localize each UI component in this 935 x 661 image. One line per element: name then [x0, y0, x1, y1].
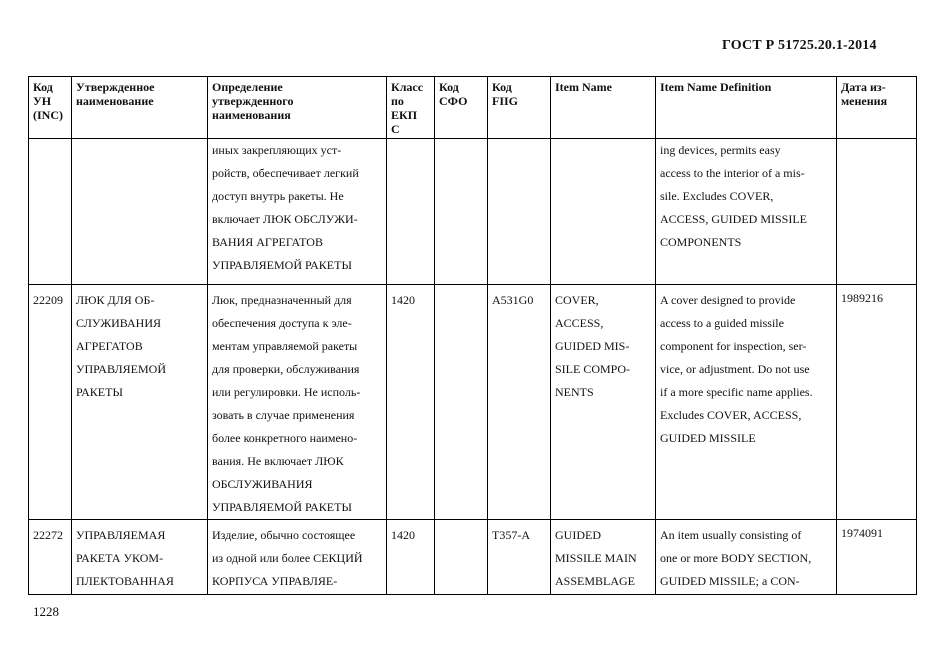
- column-header-line: Утвержденное: [76, 80, 155, 94]
- column-header-line: УН: [33, 94, 52, 108]
- inc-cell: [29, 285, 72, 520]
- class-cell: [387, 139, 435, 285]
- item-name-cell: [551, 520, 656, 595]
- standard-code: ГОСТ Р 51725.20.1-2014: [722, 38, 877, 53]
- cell-text-line: A cover designed to provide: [660, 293, 796, 307]
- approved-name-cell: [72, 139, 208, 285]
- page-number: 1228: [33, 604, 59, 619]
- cell-text-line: SILE COMPO-: [555, 362, 631, 376]
- cell-text-line: GUIDED: [555, 528, 601, 542]
- cell-text-line: Excludes COVER, ACCESS,: [660, 408, 802, 422]
- item-definition-cell: [656, 520, 837, 595]
- table-row: [29, 139, 917, 285]
- column-header-line: утвержденного: [212, 94, 294, 108]
- column-header-definition: [208, 77, 387, 139]
- cell-text-line: ing devices, permits easy: [660, 143, 781, 157]
- column-header-class: [387, 77, 435, 139]
- cell-text-line: УПРАВЛЯЕМОЙ РАКЕТЫ: [212, 500, 352, 514]
- cell-text-line: УПРАВЛЯЕМОЙ РАКЕТЫ: [212, 258, 352, 272]
- column-header-line: наименование: [76, 94, 154, 108]
- cell-text-line: sile. Excludes COVER,: [660, 189, 774, 203]
- column-header-item-definition: [656, 77, 837, 139]
- cell-text-line: ВАНИЯ АГРЕГАТОВ: [212, 235, 323, 249]
- cell-text-line: СЛУЖИВАНИЯ: [76, 316, 162, 330]
- cell-text: T357-A: [492, 528, 530, 542]
- cell-text-line: ACCESS,: [555, 316, 604, 330]
- cell-text-line: MISSILE MAIN: [555, 551, 637, 565]
- column-header-fiig: [488, 77, 551, 139]
- cell-text-line: зовать в случае применения: [212, 408, 355, 422]
- sfo-cell: [435, 139, 488, 285]
- cell-text-line: включает ЛЮК ОБСЛУЖИ-: [212, 212, 358, 226]
- cell-text: 1420: [391, 293, 415, 307]
- cell-text-line: COVER,: [555, 293, 599, 307]
- cell-text-line: РАКЕТА УКОМ-: [76, 551, 164, 565]
- cell-text-line: КОРПУСА УПРАВЛЯЕ-: [212, 574, 338, 588]
- cell-text: 1974091: [841, 526, 883, 540]
- column-header-line: по: [391, 94, 404, 108]
- column-header-line: Класс: [391, 80, 424, 94]
- approved-name-cell: [72, 520, 208, 595]
- cell-text-line: вания. Не включает ЛЮК: [212, 454, 344, 468]
- cell-text-line: if a more specific name applies.: [660, 385, 813, 399]
- column-header-approved-name: [72, 77, 208, 139]
- cell-text-line: РАКЕТЫ: [76, 385, 123, 399]
- cell-text-line: Люк, предназначенный для: [212, 293, 352, 307]
- column-header-date: [837, 77, 917, 139]
- cell-text-line: УПРАВЛЯЕМОЙ: [76, 362, 166, 376]
- column-header-line: наименования: [212, 108, 291, 122]
- sfo-cell: [435, 285, 488, 520]
- fiig-cell: [488, 285, 551, 520]
- column-header-item-name: [551, 77, 656, 139]
- table-header: [29, 77, 917, 139]
- column-header-sfo: [435, 77, 488, 139]
- cell-text-line: иных закрепляющих уст-: [212, 143, 342, 157]
- table-row: [29, 285, 917, 520]
- cell-text-line: из одной или более СЕКЦИЙ: [212, 551, 363, 565]
- table-body: [29, 139, 917, 595]
- column-header-line: (INC): [33, 108, 63, 122]
- cell-text-line: ACCESS, GUIDED MISSILE: [660, 212, 808, 226]
- inc-cell: [29, 520, 72, 595]
- cell-text-line: более конкретного наимено-: [212, 431, 358, 445]
- sfo-cell: [435, 520, 488, 595]
- cell-text-line: Изделие, обычно состоящее: [212, 528, 356, 542]
- item-definition-cell: [656, 285, 837, 520]
- cell-text-line: access to a guided missile: [660, 316, 784, 330]
- column-header-line: менения: [841, 94, 888, 108]
- table-row: [29, 520, 917, 595]
- cell-text-line: An item usually consisting of: [660, 528, 802, 542]
- cell-text-line: COMPONENTS: [660, 235, 742, 249]
- item-definition-cell: [656, 139, 837, 285]
- cell-text-line: АГРЕГАТОВ: [76, 339, 143, 353]
- cell-text: A531G0: [492, 293, 534, 307]
- definition-cell: [208, 285, 387, 520]
- column-header-line: Код: [33, 80, 53, 94]
- column-header-line: Код: [492, 80, 512, 94]
- definition-cell: [208, 520, 387, 595]
- approved-name-cell: [72, 285, 208, 520]
- cell-text-line: ПЛЕКТОВАННАЯ: [76, 574, 174, 588]
- cell-text-line: NENTS: [555, 385, 594, 399]
- cell-text-line: access to the interior of a mis-: [660, 166, 805, 180]
- cell-text-line: обеспечения доступа к эле-: [212, 316, 352, 330]
- cell-text-line: ЛЮК ДЛЯ ОБ-: [76, 293, 155, 307]
- column-header-line: Дата из-: [841, 80, 886, 94]
- cell-text: 1420: [391, 528, 415, 542]
- fiig-cell: [488, 520, 551, 595]
- cell-text-line: ASSEMBLAGE: [555, 574, 636, 588]
- header-row: [29, 77, 917, 139]
- fiig-cell: [488, 139, 551, 285]
- cell-text-line: ментам управляемой ракеты: [212, 339, 358, 353]
- column-header-line: Код: [439, 80, 459, 94]
- cell-text-line: GUIDED MISSILE: [660, 431, 756, 445]
- item-name-cell: [551, 139, 656, 285]
- classification-table: [28, 76, 917, 595]
- cell-text-line: GUIDED MIS-: [555, 339, 630, 353]
- inc-cell: [29, 139, 72, 285]
- date-cell: [837, 285, 917, 520]
- cell-text-line: ройств, обеспечивает легкий: [212, 166, 359, 180]
- definition-cell: [208, 139, 387, 285]
- class-cell: [387, 520, 435, 595]
- date-cell: [837, 139, 917, 285]
- column-header-line: Item Name Definition: [660, 80, 772, 94]
- cell-text-line: доступ внутрь ракеты. Не: [212, 189, 344, 203]
- column-header-inc: [29, 77, 72, 139]
- cell-text: 22209: [33, 293, 63, 307]
- cell-text: 22272: [33, 528, 63, 542]
- class-cell: [387, 285, 435, 520]
- cell-text-line: component for inspection, ser-: [660, 339, 807, 353]
- cell-text-line: vice, or adjustment. Do not use: [660, 362, 810, 376]
- column-header-line: С: [391, 122, 400, 136]
- column-header-line: ЕКП: [391, 108, 418, 122]
- cell-text-line: для проверки, обслуживания: [212, 362, 360, 376]
- cell-text-line: one or more BODY SECTION,: [660, 551, 812, 565]
- cell-text-line: GUIDED MISSILE; a CON-: [660, 574, 800, 588]
- column-header-line: Item Name: [555, 80, 612, 94]
- date-cell: [837, 520, 917, 595]
- cell-text: 1989216: [841, 291, 883, 305]
- cell-text-line: или регулировки. Не исполь-: [212, 385, 361, 399]
- column-header-line: Определение: [212, 80, 283, 94]
- column-header-line: СФО: [439, 94, 468, 108]
- column-header-line: FIIG: [492, 94, 519, 108]
- cell-text-line: УПРАВЛЯЕМАЯ: [76, 528, 166, 542]
- item-name-cell: [551, 285, 656, 520]
- cell-text-line: ОБСЛУЖИВАНИЯ: [212, 477, 313, 491]
